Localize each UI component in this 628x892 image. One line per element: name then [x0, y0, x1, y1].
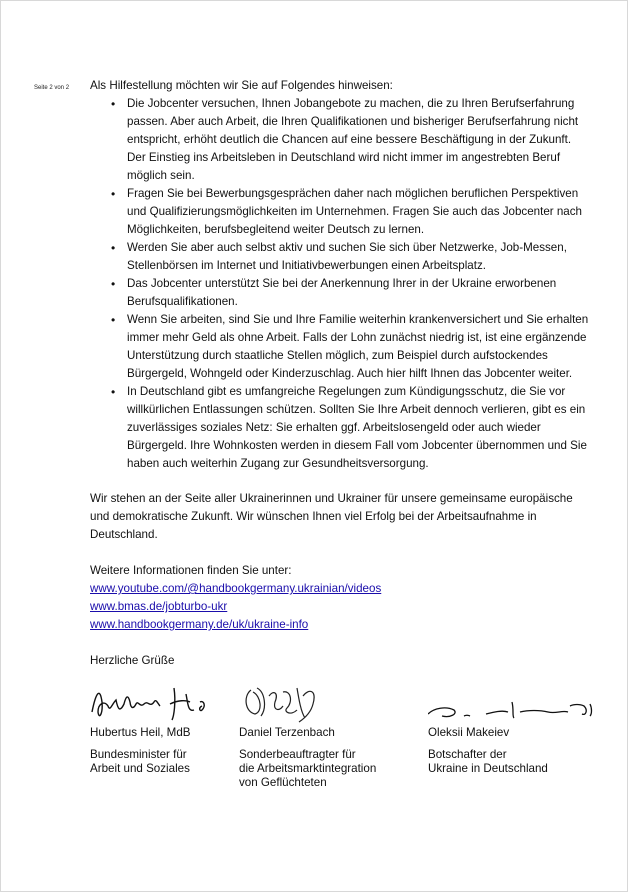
handbook-link[interactable]: www.handbookgermany.de/uk/ukraine-info: [90, 618, 309, 631]
signatory-role: Bundesminister für Arbeit und Soziales: [90, 748, 190, 775]
signatory-name: Hubertus Heil, MdB: [90, 726, 191, 739]
signatory-role: Botschafter der Ukraine in Deutschland: [428, 748, 548, 775]
signatory-makeiev: [428, 682, 598, 775]
list-item: • Wenn Sie arbeiten, sind Sie und Ihre Familie weiterhin krankenversichert und Sie erhalten immer mehr Geld als ohne Arbeit. Falls der Lohn zunächst niedrig ist, ist eine ergänzende Unterstützung durch staatliche Stellen möglich, zum Beispiel durch aufstockendes Bürgergeld, Wohngeld oder Kinderzuschlag. Auch hier hilft Ihnen das Jobcenter weiter.: [127, 311, 590, 383]
bmas-link[interactable]: www.bmas.de/jobturbo-ukr: [90, 600, 228, 613]
list-item: • Fragen Sie bei Bewerbungsgesprächen daher nach möglichen beruflichen Perspektiven und Qualifizierungsmöglichkeiten im Unternehmen. Fragen Sie auch das Jobcenter nach Möglichkeiten, berufsbegleitend weiter Deutsch zu lernen.: [127, 185, 590, 239]
list-item: • Die Jobcenter versuchen, Ihnen Jobangebote zu machen, die zu Ihren Berufserfahrung passen. Aber auch Arbeit, die Ihren Qualifikationen und bisheriger Berufserfahrung nicht entspricht, erhöht deutlich die Chancen auf eine bessere Beschäftigung in der Zukunft. Der Einstieg ins Arbeitsleben in Deutschland wird nicht immer im angestrebten Beruf möglich sein.: [127, 95, 590, 185]
link-list: [90, 580, 590, 634]
signature-heil-image: [90, 682, 220, 724]
hint-list: [90, 95, 590, 473]
intro-text: Als Hilfestellung möchten wir Sie auf Folgendes hinweisen:: [90, 79, 393, 92]
letter-body: [90, 77, 590, 670]
signature-terzenbach-image: [239, 682, 329, 726]
list-item: • In Deutschland gibt es umfangreiche Regelungen zum Kündigungsschutz, die Sie vor willkürlichen Entlassungen schützen. Sollten Sie Ihre Arbeit dennoch verlieren, gibt es ein zuverlässiges soziales Netz: Sie erhalten ggf. Arbeitslosengeld oder auch wieder Bürgergeld. Ihre Wohnkosten werden in diesem Fall vom Jobcenter übernommen und Sie haben auch weiterhin Zugang zur Gesundheitsversorgung.: [127, 383, 590, 473]
signatory-name: Daniel Terzenbach: [239, 726, 335, 739]
list-item: • Werden Sie aber auch selbst aktiv und suchen Sie sich über Netzwerke, Job-Messen, Stellenbörsen im Internet und Initiativbewerbungen einen Arbeitsplatz.: [127, 239, 590, 275]
page-number: Seite 2 von 2: [34, 85, 70, 91]
signatory-heil: [90, 682, 230, 775]
signature-block: [90, 682, 590, 802]
signature-makeiev-image: [428, 682, 598, 726]
signatory-name: Oleksii Makeiev: [428, 726, 510, 739]
signatory-role: Sonderbeauftragter für die Arbeitsmarktintegration von Geflüchteten: [239, 748, 377, 789]
greeting: Herzliche Grüße: [90, 654, 175, 667]
list-item: • Das Jobcenter unterstützt Sie bei der Anerkennung Ihrer in der Ukraine erworbenen Berufsqualifikationen.: [127, 275, 590, 311]
signatory-terzenbach: [239, 682, 409, 789]
closing-paragraph: Wir stehen an der Seite aller Ukrainerinnen und Ukrainer für unsere gemeinsame europäische und demokratische Zukunft. Wir wünschen Ihnen viel Erfolg bei der Arbeitsaufnahme in Deutschland.: [90, 492, 573, 541]
info-heading: Weitere Informationen finden Sie unter:: [90, 564, 292, 577]
youtube-link[interactable]: www.youtube.com/@handbookgermany.ukrainian/videos: [90, 582, 382, 595]
